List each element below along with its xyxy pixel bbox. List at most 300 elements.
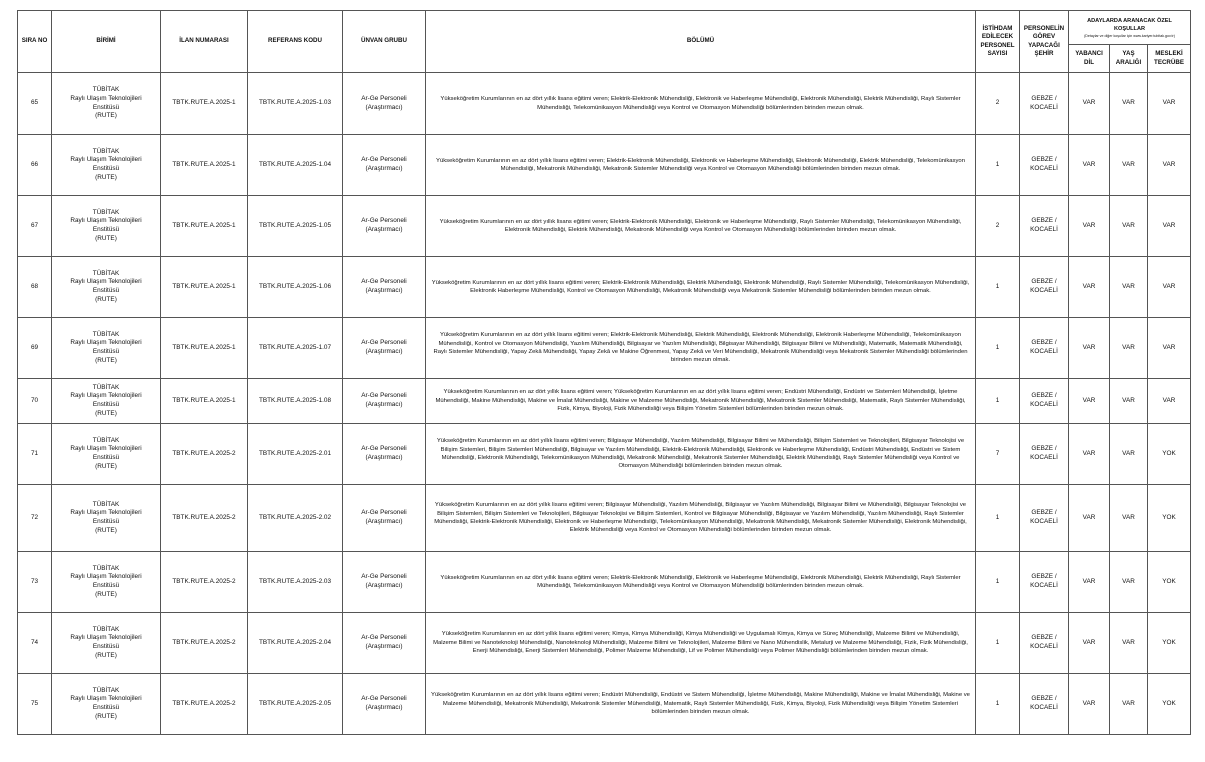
row-birim-line: Enstitüsü [92, 165, 120, 172]
row-bolum [426, 196, 976, 257]
row-birim-line: TÜBİTAK [92, 208, 120, 216]
row-unvan [343, 485, 426, 552]
header-row [18, 11, 1191, 45]
row-tecrube [1148, 613, 1191, 674]
row-sehir-line: KOCAELİ [1030, 454, 1058, 461]
row-sayi [976, 257, 1020, 318]
row-yas-text: VAR [1122, 513, 1135, 521]
row-dil [1069, 196, 1110, 257]
row-sehir [1020, 318, 1069, 379]
row-birim-line: Enstitüsü [92, 401, 120, 408]
row-tecrube-text: YOK [1162, 449, 1176, 457]
row-bolum [426, 613, 976, 674]
header-bolumu: BÖLÜMÜ [426, 11, 976, 73]
row-dil [1069, 379, 1110, 424]
row-ref-text: TBTK.RUTE.A.2025-2.05 [258, 699, 332, 707]
row-birim-line: Raylı Ulaşım Teknolojileri [70, 278, 142, 286]
row-birim [52, 135, 161, 196]
row-unvan-line: (Araştırmacı) [365, 643, 403, 650]
row-unvan-line: (Araştırmacı) [365, 704, 403, 711]
row-dil-text: VAR [1082, 449, 1096, 457]
row-birim-line: (RUTE) [95, 590, 117, 598]
row-bolum-text: Yükseköğretim Kurumlarının en az dört yıllık lisans eğitimi veren; Bilgisayar Mühendisliği, Yazılım Mühendisliği, Bilgisayar Bilimi ve Mühendisliği, Bilişim Sistemleri ve Teknolojileri, Bilgisayar Teknolojisi ve Bilişim Sistemleri, Bilişim Sistemleri Mühendisliği, Bilgisayar ve Yazılım Mühendisliği, Elektrik-Elektronik Mühendisliği, Elektronik ve Haberleşme Mühendisliği, Endüstri Mühendisliği, Endüstri ve Sistem Mühendisliği, Elektronik Mühendisliği, Telekomünikasyon Mühendisliği, Mekatronik Mühendisliği, Mekatronik Sistemler Mühendisliği, Elektrik Mühendisliği, Raylı Sistemler Mühendisliği veya Kontrol ve Otomasyon Mühendisliği bölümlerinden birinden mezun olmak. [436, 438, 965, 470]
row-no [18, 196, 52, 257]
row-dil [1069, 424, 1110, 485]
row-ref-text: TBTK.RUTE.A.2025-2.01 [258, 449, 332, 457]
row-yas-text: VAR [1122, 282, 1135, 290]
row-ilan-text: TBTK.RUTE.A.2025-2 [172, 577, 236, 585]
row-tecrube [1148, 318, 1191, 379]
row-tecrube-text: VAR [1162, 221, 1176, 229]
row-unvan-line: (Araştırmacı) [365, 165, 403, 172]
row-dil-text: VAR [1082, 513, 1096, 521]
row-unvan-line: Ar-Ge Personeli [361, 392, 407, 400]
row-no-text: 65 [30, 99, 39, 107]
row-bolum [426, 424, 976, 485]
row-birim [52, 613, 161, 674]
row-sehir-line: KOCAELİ [1030, 704, 1058, 711]
row-tecrube [1148, 196, 1191, 257]
row-sehir [1020, 485, 1069, 552]
row-bolum-text: Yükseköğretim Kurumlarının en az dört yıllık lisans eğitimi veren; Yükseköğretim Kurumlarının en az dört yıllık lisans eğitimi veren; Endüstri Mühendisliği, Endüstri ve Sistemleri Mühendisliği, İşletme Mühendisliği, Makine Mühendisliği, Makine ve İmalat Mühendisliği, Makine ve Malzeme Mühendisliği, Mekatronik Mühendisliği, Mekatronik Sistemler Mühendisliği, Matematik, Raylı Sistemler Mühendisliği, Fizik, Kimya, Biyoloji, Fizik Mühendisliği veya Bilişim Yönetim Sistemleri bölümlerinden birinden mezun olmak. [435, 389, 966, 413]
row-dil [1069, 613, 1110, 674]
row-yas-text: VAR [1122, 638, 1135, 646]
row-unvan [343, 257, 426, 318]
row-birim-line: TÜBİTAK [92, 686, 120, 694]
row-tecrube-text: VAR [1162, 282, 1176, 290]
row-sayi-text: 2 [995, 99, 1000, 107]
row-unvan-line: Ar-Ge Personeli [361, 445, 407, 453]
row-tecrube [1148, 73, 1191, 135]
row-dil-text: VAR [1082, 396, 1096, 404]
row-sayi [976, 674, 1020, 735]
row-birim-line: Enstitüsü [92, 704, 120, 711]
row-dil [1069, 135, 1110, 196]
row-ref [248, 135, 343, 196]
row-birim-line: (RUTE) [95, 234, 117, 242]
header-istihdam: İSTİHDAM EDİLECEK PERSONEL SAYISI [976, 11, 1020, 73]
row-birim-line: Enstitüsü [92, 643, 120, 650]
row-sehir-line: KOCAELİ [1030, 348, 1058, 355]
row-tecrube [1148, 552, 1191, 613]
row-sehir-line: GEBZE / [1031, 94, 1057, 102]
row-yas-text: VAR [1122, 699, 1135, 707]
row-sayi [976, 424, 1020, 485]
table-row [18, 135, 1191, 196]
row-birim-line: Enstitüsü [92, 518, 120, 525]
row-yas [1110, 485, 1148, 552]
row-yas-text: VAR [1122, 577, 1135, 585]
row-tecrube-text: VAR [1162, 160, 1176, 168]
row-sayi-text: 1 [995, 638, 1000, 646]
row-sehir [1020, 73, 1069, 135]
row-tecrube-text: YOK [1162, 513, 1176, 521]
row-yas-text: VAR [1122, 343, 1135, 351]
row-sehir-line: GEBZE / [1031, 695, 1057, 703]
header-yabanci-dil: YABANCI DİL [1069, 45, 1110, 73]
row-ref [248, 552, 343, 613]
row-bolum-text: Yükseköğretim Kurumlarının en az dört yıllık lisans eğitimi veren; Elektrik-Elektronik Mühendisliği, Elektrik Mühendisliği, Elektronik Mühendisliği, Raylı Sistemler Mühendisliği, Telekomünikasyon Mühendisliği, Elektronik Haberleşme Mühendisliği, Kontrol ve Otomasyon Mühendisliği, Mekatronik Mühendisliği veya Mekatronik Sistemler Mühendisliği bölümlerinden birinden mezun olmak. [431, 279, 970, 294]
row-sayi-text: 1 [995, 577, 1000, 585]
row-sayi [976, 196, 1020, 257]
row-birim-line: Raylı Ulaşım Teknolojileri [70, 156, 142, 164]
row-bolum-text: Yükseköğretim Kurumlarının en az dört yıllık lisans eğitimi veren; Elektrik-Elektronik Mühendisliği, Elektronik ve Haberleşme Mühendisliği, Elektronik Mühendisliği, Elektrik Mühendisliği, Raylı Sistemler Mühendisliği, Telekomünikasyon Mühendisliği veya Kontrol ve Otomasyon Mühendisliği bölümlerinden birinden mezun olmak. [440, 574, 961, 589]
row-bolum [426, 485, 976, 552]
row-ilan [161, 552, 248, 613]
row-birim-line: Raylı Ulaşım Teknolojileri [70, 94, 142, 102]
row-sehir-line: KOCAELİ [1030, 401, 1058, 408]
row-birim-line: Enstitüsü [92, 454, 120, 461]
table-row [18, 552, 1191, 613]
row-unvan-line: (Araştırmacı) [365, 287, 403, 294]
row-birim [52, 196, 161, 257]
row-ilan-text: TBTK.RUTE.A.2025-1 [172, 160, 236, 168]
row-sehir-line: GEBZE / [1031, 509, 1057, 517]
row-no-text: 69 [30, 343, 39, 351]
row-sayi [976, 379, 1020, 424]
header-ilan-numarasi: İLAN NUMARASI [161, 11, 248, 73]
row-ref-text: TBTK.RUTE.A.2025-1.08 [258, 396, 332, 404]
row-ilan [161, 613, 248, 674]
row-sayi-text: 2 [995, 221, 1000, 229]
row-ilan-text: TBTK.RUTE.A.2025-2 [172, 513, 236, 521]
row-unvan [343, 73, 426, 135]
row-tecrube [1148, 674, 1191, 735]
row-ref-text: TBTK.RUTE.A.2025-2.03 [258, 577, 332, 585]
row-bolum [426, 318, 976, 379]
row-unvan [343, 379, 426, 424]
row-sehir-line: KOCAELİ [1030, 103, 1058, 111]
row-no [18, 674, 52, 735]
row-dil-text: VAR [1082, 699, 1096, 707]
row-birim [52, 379, 161, 424]
job-listing-table [17, 10, 1191, 735]
row-ref [248, 674, 343, 735]
row-birim-line: Raylı Ulaşım Teknolojileri [70, 445, 142, 453]
row-sehir [1020, 257, 1069, 318]
row-dil-text: VAR [1082, 160, 1096, 168]
row-dil-text: VAR [1082, 282, 1096, 290]
row-ilan-text: TBTK.RUTE.A.2025-1 [172, 282, 236, 290]
table-row [18, 485, 1191, 552]
row-yas-text: VAR [1122, 160, 1135, 168]
row-ilan [161, 485, 248, 552]
row-sayi [976, 613, 1020, 674]
row-ilan-text: TBTK.RUTE.A.2025-1 [172, 396, 236, 404]
row-ilan-text: TBTK.RUTE.A.2025-1 [172, 221, 236, 229]
row-sehir-line: KOCAELİ [1030, 518, 1058, 525]
row-birim-line: TÜBİTAK [92, 625, 120, 633]
row-sehir-line: GEBZE / [1031, 445, 1057, 453]
row-no-text: 67 [30, 221, 39, 229]
row-yas [1110, 552, 1148, 613]
row-ref [248, 485, 343, 552]
row-sayi-text: 7 [995, 449, 1000, 457]
row-unvan-line: Ar-Ge Personeli [361, 634, 407, 642]
row-unvan-line: Ar-Ge Personeli [361, 695, 407, 703]
row-ilan-text: TBTK.RUTE.A.2025-1 [172, 343, 236, 351]
row-birim [52, 424, 161, 485]
row-ilan [161, 73, 248, 135]
row-sehir-line: KOCAELİ [1030, 643, 1058, 650]
row-sehir-line: GEBZE / [1031, 278, 1057, 286]
row-birim-line: (RUTE) [95, 356, 117, 364]
row-sehir [1020, 424, 1069, 485]
row-yas-text: VAR [1122, 396, 1135, 404]
row-birim-line: TÜBİTAK [92, 147, 120, 155]
row-no-text: 70 [30, 396, 39, 404]
row-unvan [343, 552, 426, 613]
table-row [18, 318, 1191, 379]
row-no-text: 68 [30, 282, 39, 290]
row-birim-line: (RUTE) [95, 462, 117, 470]
row-sehir [1020, 613, 1069, 674]
row-dil [1069, 318, 1110, 379]
row-no [18, 135, 52, 196]
row-unvan [343, 135, 426, 196]
row-sehir-line: GEBZE / [1031, 573, 1057, 581]
row-sayi-text: 1 [995, 160, 1000, 168]
header-sira-no: SIRA NO [18, 11, 52, 73]
row-unvan-line: Ar-Ge Personeli [361, 509, 407, 517]
row-birim-line: Raylı Ulaşım Teknolojileri [70, 509, 142, 517]
row-birim [52, 552, 161, 613]
row-no [18, 485, 52, 552]
row-unvan-line: Ar-Ge Personeli [361, 94, 407, 102]
row-sayi-text: 1 [995, 513, 1000, 521]
row-sayi-text: 1 [995, 343, 1000, 351]
table-row [18, 613, 1191, 674]
row-birim-line: TÜBİTAK [92, 86, 120, 94]
row-sehir [1020, 135, 1069, 196]
row-sayi [976, 485, 1020, 552]
row-bolum-text: Yükseköğretim Kurumlarının en az dört yıllık lisans eğitimi veren; Bilgisayar Mühendisliği, Yazılım Mühendisliği, Bilgisayar ve Yazılım Mühendisliği, Bilgisayar Bilimi ve Mühendisliği, Bilgisayar Teknolojisi ve Bilişim Sistemleri, Bilişim Sistemleri ve Teknolojileri, Bilgisayar Teknolojisi ve Bilişim Sistemleri, Kontrol ve Bilgisayar Mühendisliği, Bilgisayar ve Yazılım Mühendisliği, Yazılım Mühendisliği, Raylı Sistemler Mühendisliği, Elektrik-Elektronik Mühendisliği, Elektronik ve Haberleşme Mühendisliği, Telekomünikasyon Mühendisliği, Mekatronik Mühendisliği, Mekatronik Sistemler Mühendisliği, Elektronik Mühendisliği, Elektrik Mühendisliği veya Kontrol ve Otomasyon Mühendisliği bölümlerinden birinden mezun olmak. [434, 502, 967, 534]
row-yas [1110, 613, 1148, 674]
table-row [18, 379, 1191, 424]
header-sehir: PERSONELİN GÖREV YAPACAĞI ŞEHİR [1020, 11, 1069, 73]
row-birim-line: Enstitüsü [92, 348, 120, 355]
row-tecrube [1148, 485, 1191, 552]
row-birim-line: (RUTE) [95, 173, 117, 181]
row-sehir [1020, 379, 1069, 424]
row-tecrube-text: VAR [1162, 396, 1176, 404]
row-ref-text: TBTK.RUTE.A.2025-2.04 [258, 638, 332, 646]
row-unvan [343, 674, 426, 735]
row-no [18, 613, 52, 674]
header-referans-kodu: REFERANS KODU [248, 11, 343, 73]
header-ozel-kosullar-note: (Detaylar ve diğer koşullar için www.kariyer.tubitak.gov.tr) [1084, 33, 1175, 38]
row-ref-text: TBTK.RUTE.A.2025-1.06 [258, 282, 332, 290]
row-birim-line: Enstitüsü [92, 287, 120, 294]
row-dil [1069, 73, 1110, 135]
row-dil-text: VAR [1082, 99, 1096, 107]
row-birim-line: Raylı Ulaşım Teknolojileri [70, 573, 142, 581]
row-unvan-line: (Araştırmacı) [365, 348, 403, 355]
table-row [18, 674, 1191, 735]
row-unvan [343, 613, 426, 674]
row-bolum-text: Yükseköğretim Kurumlarının en az dört yıllık lisans eğitimi veren; Elektrik-Elektronik Mühendisliği, Elektronik ve Haberleşme Mühendisliği, Raylı Sistemler Mühendisliği, Telekomünikasyon Mühendisliği, Elektronik Mühendisliği, Elektrik Mühendisliği, Mekatronik Mühendisliği veya Kontrol ve Otomasyon Mühendisliği bölümlerinden birinden mezun olmak. [439, 218, 962, 233]
row-ilan [161, 318, 248, 379]
row-ref-text: TBTK.RUTE.A.2025-2.02 [258, 513, 332, 521]
row-no [18, 552, 52, 613]
row-sayi [976, 318, 1020, 379]
row-sehir-line: GEBZE / [1031, 634, 1057, 642]
row-birim-line: Raylı Ulaşım Teknolojileri [70, 339, 142, 347]
row-ilan-text: TBTK.RUTE.A.2025-1 [172, 99, 236, 107]
row-sehir-line: GEBZE / [1031, 156, 1057, 164]
header-unvan-grubu: ÜNVAN GRUBU [343, 11, 426, 73]
row-ref-text: TBTK.RUTE.A.2025-1.04 [258, 160, 332, 168]
row-yas-text: VAR [1122, 221, 1135, 229]
table-row [18, 257, 1191, 318]
row-sayi-text: 1 [995, 282, 1000, 290]
row-no-text: 75 [30, 699, 39, 707]
row-unvan-line: (Araştırmacı) [365, 103, 403, 111]
row-ilan-text: TBTK.RUTE.A.2025-2 [172, 699, 236, 707]
row-birim-line: (RUTE) [95, 651, 117, 659]
row-bolum-text: Yükseköğretim Kurumlarının en az dört yıllık lisans eğitimi veren; Elektrik-Elektronik Mühendisliği, Elektronik ve Haberleşme Mühendisliği, Elektronik Mühendisliği, Elektrik Mühendisliği, Telekomünikasyon Mühendisliği, Mekatronik Mühendisliği, Mekatronik Sistemler Mühendisliği veya Kontrol ve Otomasyon Mühendisliği bölümlerinden birinden mezun olmak. [436, 157, 965, 172]
row-yas [1110, 318, 1148, 379]
row-birim-line: (RUTE) [95, 712, 117, 720]
row-ref [248, 73, 343, 135]
row-unvan-line: Ar-Ge Personeli [361, 156, 407, 164]
row-sehir [1020, 552, 1069, 613]
table-body [18, 73, 1191, 735]
row-ref [248, 196, 343, 257]
row-ref-text: TBTK.RUTE.A.2025-1.03 [258, 99, 332, 107]
row-birim-line: (RUTE) [95, 409, 117, 417]
row-no [18, 318, 52, 379]
row-birim-line: (RUTE) [95, 112, 117, 120]
row-birim-line: TÜBİTAK [92, 564, 120, 572]
header-ozel-kosullar [1069, 11, 1191, 45]
row-bolum-text: Yükseköğretim Kurumlarının en az dört yıllık lisans eğitimi veren; Elektrik-Elektronik Mühendisliği, Elektronik ve Haberleşme Mühendisliği, Elektronik Mühendisliği, Elektrik Mühendisliği, Raylı Sistemler Mühendisliği, Telekomünikasyon Mühendisliği veya Kontrol ve Otomasyon Mühendisliği bölümlerinden birinden mezun olmak. [440, 96, 961, 111]
row-dil [1069, 485, 1110, 552]
row-ilan [161, 257, 248, 318]
table-row [18, 424, 1191, 485]
row-bolum-text: Yükseköğretim Kurumlarının en az dört yıllık lisans eğitimi veren; Kimya, Kimya Mühendisliği, Kimya Mühendisliği ve Uygulamalı Kimya, Kimya ve Süreç Mühendisliği, Malzeme Bilimi ve Mühendisliği, Malzeme Bilimi ve Nanoteknoloji Mühendisliği, Nanoteknoloji Mühendisliği, Malzeme Bilimi ve Teknolojileri, Malzeme Bilimi ve Nano Mühendislik, Metalurji ve Malzeme Mühendisliği, Fizik, Fizik Mühendisliği, Enerji Mühendisliği, Enerji Sistemleri Mühendisliği, Polimer Malzeme Mühendisliği, Lif ve Polimer Mühendisliği veya Polimer Mühendisliği bölümlerinden birinden mezun olmak. [433, 631, 968, 655]
row-ilan [161, 674, 248, 735]
row-sayi [976, 73, 1020, 135]
row-dil-text: VAR [1082, 221, 1096, 229]
row-sehir-line: KOCAELİ [1030, 287, 1058, 294]
row-sayi-text: 1 [995, 396, 1000, 404]
row-tecrube [1148, 257, 1191, 318]
row-ilan-text: TBTK.RUTE.A.2025-2 [172, 449, 236, 457]
row-birim-line: (RUTE) [95, 295, 117, 303]
row-ilan [161, 379, 248, 424]
row-yas [1110, 196, 1148, 257]
row-dil [1069, 552, 1110, 613]
row-birim-line: Enstitüsü [92, 103, 120, 111]
row-unvan-line: Ar-Ge Personeli [361, 278, 407, 286]
header-yas-araligi: YAŞ ARALIĞI [1110, 45, 1148, 73]
row-ref [248, 424, 343, 485]
row-no [18, 379, 52, 424]
row-bolum-text: Yükseköğretim Kurumlarının en az dört yıllık lisans eğitimi veren; Endüstri Mühendisliği, Endüstri ve Sistem Mühendisliği, İşletme Mühendisliği, Makine Mühendisliği, Makine ve İmalat Mühendisliği, Makine ve Malzeme Mühendisliği, Mekatronik Mühendisliği, Mekatronik Sistemler Mühendisliği, Matematik, Raylı Sistemler Mühendisliği, Fizik, Kimya, Biyoloji, Fizik Mühendisliği veya Bilişim Yönetim Sistemleri bölümlerinden birinden mezun olmak. [431, 692, 970, 716]
row-bolum [426, 379, 976, 424]
row-birim-line: TÜBİTAK [92, 330, 120, 338]
row-no-text: 66 [30, 160, 39, 168]
row-sehir [1020, 674, 1069, 735]
header-ozel-kosullar-title: ADAYLARDA ARANACAK ÖZEL KOŞULLAR [1087, 17, 1172, 33]
row-yas-text: VAR [1122, 449, 1135, 457]
row-birim-line: TÜBİTAK [92, 269, 120, 277]
row-ilan [161, 135, 248, 196]
row-no [18, 73, 52, 135]
table-row [18, 73, 1191, 135]
row-no-text: 71 [30, 449, 39, 457]
row-no [18, 424, 52, 485]
row-birim [52, 257, 161, 318]
row-sehir [1020, 196, 1069, 257]
row-ilan [161, 424, 248, 485]
row-yas-text: VAR [1122, 99, 1135, 107]
row-birim [52, 318, 161, 379]
job-listing-document [17, 10, 1190, 735]
row-no [18, 257, 52, 318]
row-sehir-line: KOCAELİ [1030, 165, 1058, 172]
row-birim-line: TÜBİTAK [92, 500, 120, 508]
row-birim-line: Raylı Ulaşım Teknolojileri [70, 217, 142, 225]
row-unvan-line: Ar-Ge Personeli [361, 573, 407, 581]
header-mesleki-tecrube: MESLEKİ TECRÜBE [1148, 45, 1191, 73]
row-ref-text: TBTK.RUTE.A.2025-1.05 [258, 221, 332, 229]
row-no-text: 73 [30, 577, 39, 585]
row-bolum [426, 257, 976, 318]
row-sayi [976, 135, 1020, 196]
row-birim [52, 73, 161, 135]
row-unvan [343, 196, 426, 257]
row-tecrube-text: YOK [1162, 699, 1176, 707]
row-sehir-line: GEBZE / [1031, 392, 1057, 400]
row-yas [1110, 73, 1148, 135]
row-tecrube [1148, 135, 1191, 196]
row-ref [248, 379, 343, 424]
row-tecrube [1148, 424, 1191, 485]
row-unvan [343, 318, 426, 379]
row-birim [52, 674, 161, 735]
row-yas [1110, 257, 1148, 318]
row-yas [1110, 424, 1148, 485]
row-yas [1110, 379, 1148, 424]
row-ilan-text: TBTK.RUTE.A.2025-2 [172, 638, 236, 646]
row-ilan [161, 196, 248, 257]
row-tecrube [1148, 379, 1191, 424]
row-sayi-text: 1 [995, 699, 1000, 707]
row-sehir-line: KOCAELİ [1030, 226, 1058, 233]
row-birim [52, 485, 161, 552]
row-ref [248, 257, 343, 318]
row-sehir-line: KOCAELİ [1030, 582, 1058, 589]
row-birim-line: Enstitüsü [92, 582, 120, 589]
row-dil [1069, 674, 1110, 735]
row-dil [1069, 257, 1110, 318]
row-birim-line: (RUTE) [95, 526, 117, 534]
row-birim-line: Enstitüsü [92, 226, 120, 233]
row-birim-line: TÜBİTAK [92, 383, 120, 391]
header-birimi: BİRİMİ [52, 11, 161, 73]
row-unvan [343, 424, 426, 485]
table-row [18, 196, 1191, 257]
row-unvan-line: (Araştırmacı) [365, 518, 403, 525]
row-bolum [426, 552, 976, 613]
row-tecrube-text: VAR [1162, 99, 1176, 107]
row-unvan-line: (Araştırmacı) [365, 226, 403, 233]
row-unvan-line: (Araştırmacı) [365, 454, 403, 461]
row-ref-text: TBTK.RUTE.A.2025-1.07 [258, 343, 332, 351]
row-yas [1110, 674, 1148, 735]
